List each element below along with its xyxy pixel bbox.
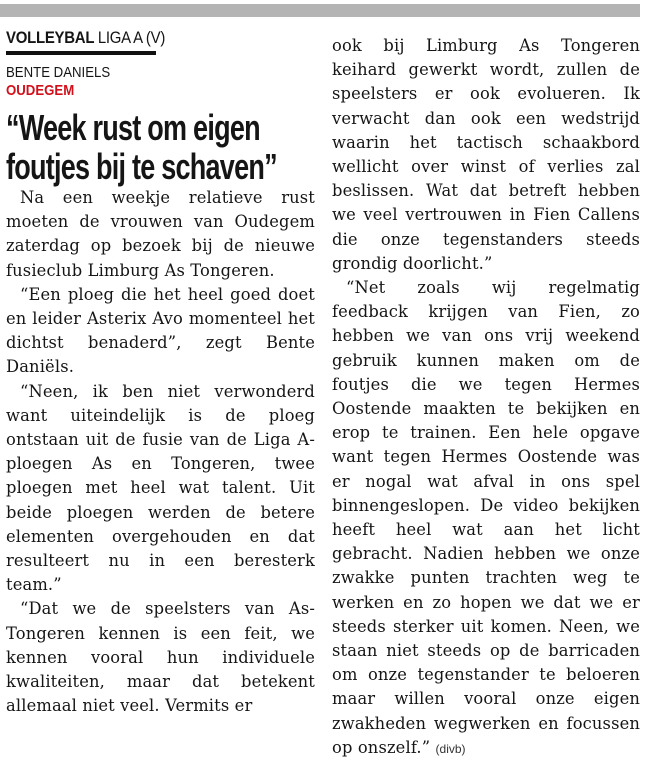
kicker-rule [6,51,156,55]
location-tag: OUDEGEM [6,82,75,99]
paragraph-last [332,276,640,761]
headline-line-1: “Week rust om eigen [6,107,260,148]
article-right-column [332,34,640,761]
paragraph: “Neen, ik ben niet verwonderd want uiteindelijk is de ploeg ontstaan uit de fusie van de Liga A-ploegen As en Tongeren, twee ploegen met heel wat talent. Uit beide ploegen werden de betere elementen overgehouden en dat resulteert nu in een beresterk team.” [6,381,315,595]
top-gray-bar [0,4,640,17]
paragraph: Na een weekje relatieve rust moeten de vrouwen van Oudegem zaterdag op bezoek bij de nieuwe fusieclub Limburg As Tongeren. [6,188,315,280]
paragraph-text: “Net zoals wij regelmatig feedback krijgen van Fien, zo hebben we van ons vrij weekend gebruik kunnen maken om de foutjes die we tegen Hermes Oostende maakten te bekijken en erop te trainen. Een hele opgave want tegen Hermes Oostende was er nogal wat afval in ons spel binnengeslopen. De video bekijken heeft heel wat aan het licht gebracht. Nadien hebben we onze zwakke punten trachten weg te werken en zo hopen we dat we er steeds sterker uit komen. Neen, we staan niet steeds op de barricaden om onze tegenstander te beloeren maar willen vooral onze eigen zwakheden wegwerken en focussen op onszelf.” [332,278,640,757]
paragraph: “Een ploeg die het heel goed doet en leider Asterix Avo momenteel het dichtst benaderd”, zegt Bente Daniëls. [6,284,315,377]
author-byline: BENTE DANIELS [6,64,111,81]
headline [6,107,277,187]
kicker-section: VOLLEYBAL [6,28,94,47]
paragraph: ook bij Limburg As Tongeren keihard gewerkt wordt, zullen de speelsters er ook evolueren. Ik verwacht dan ook een wedstrijd waarin het tactisch schaakbord wellicht over winst of verlies zal beslissen. Wat dat betreft hebben we veel vertrouwen in Fien Callens die onze tegenstanders steeds grondig doorlicht.” [332,36,640,273]
author-credit: (divb) [435,741,466,756]
body-text-right [332,34,640,761]
section-kicker [6,28,278,48]
paragraph: “Dat we de speelsters van As-Tongeren kennen is een feit, we kennen vooral hun individuele kwaliteiten, maar dat betekent allemaal niet veel. Vermits er [6,599,315,716]
kicker-sub: LIGA A (V) [97,28,166,47]
article-left-column [6,28,315,718]
body-text-left [6,186,315,718]
headline-line-2: foutjes bij te schaven” [6,146,277,187]
